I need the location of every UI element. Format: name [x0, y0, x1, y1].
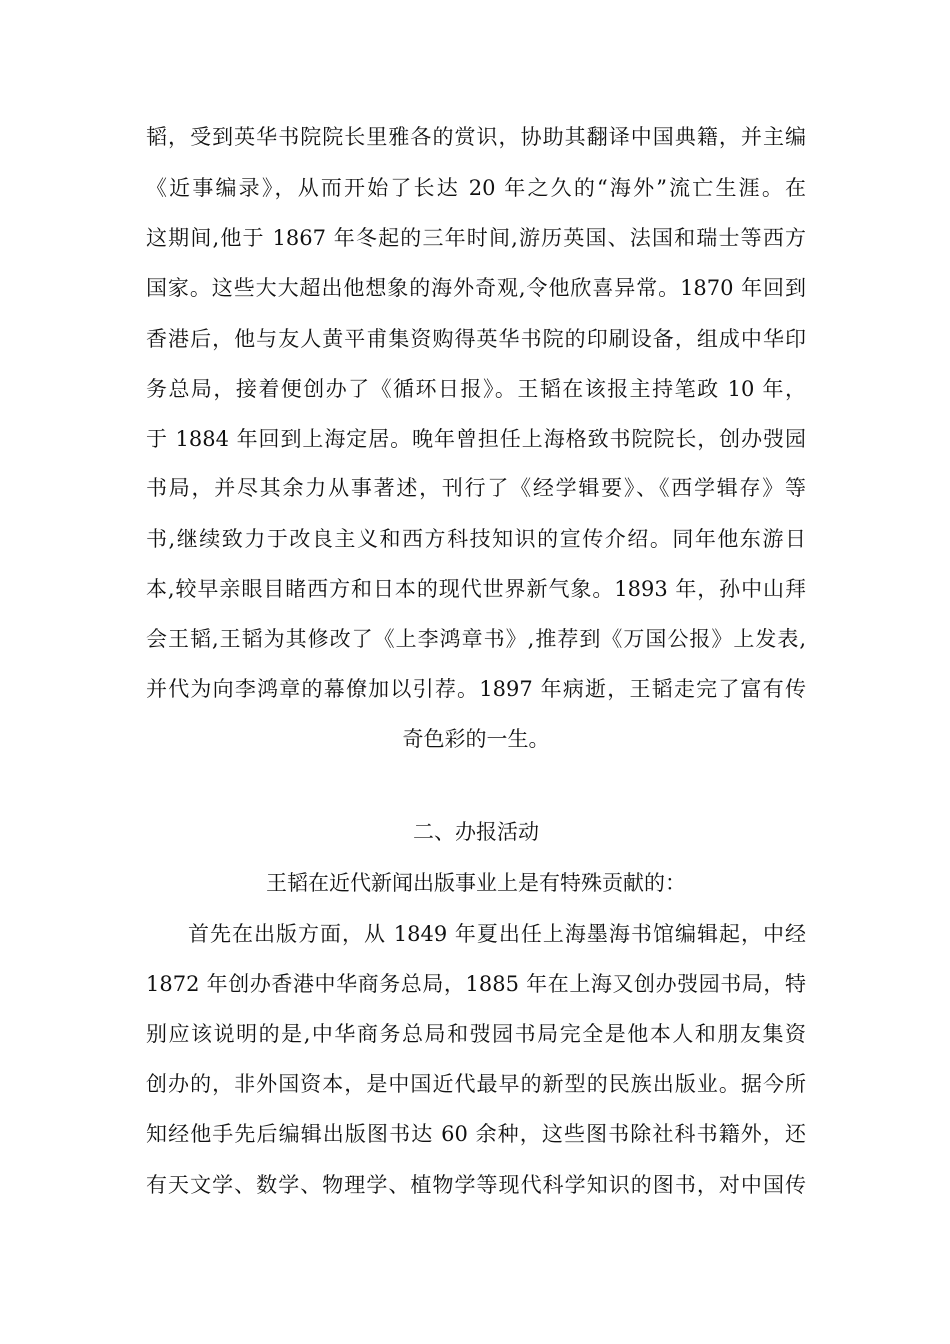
paragraph-1-line: 韬，受到英华书院院长里雅各的赏识，协助其翻译中国典籍，并主编	[146, 125, 806, 149]
section-intro: 王韬在近代新闻出版事业上是有特殊贡献的：	[266, 871, 686, 895]
paragraph-1-line: 于 1884 年回到上海定居。晚年曾担任上海格致书院院长，创办弢园	[146, 427, 806, 451]
paragraph-1-line: 本,较早亲眼目睹西方和日本的现代世界新气象。1893 年，孙中山拜	[146, 577, 806, 601]
paragraph-1-line: 书,继续致力于改良主义和西方科技知识的宣传介绍。同年他东游日	[146, 527, 806, 551]
paragraph-2-line: 1872 年创办香港中华商务总局，1885 年在上海又创办弢园书局，特	[146, 972, 806, 996]
paragraph-2-line: 有天文学、数学、物理学、植物学等现代科学知识的图书，对中国传	[146, 1173, 806, 1197]
paragraph-1-line: 书局，并尽其余力从事著述，刊行了《经学辑要》、《西学辑存》等	[146, 476, 806, 500]
paragraph-2-first-line: 首先在出版方面，从 1849 年夏出任上海墨海书馆编辑起，中经	[188, 922, 806, 946]
paragraph-1-line: 《近事编录》，从而开始了长达 20 年之久的“海外”流亡生涯。在	[146, 176, 806, 200]
paragraph-2-line: 知经他手先后编辑出版图书达 60 余种，这些图书除社科书籍外，还	[146, 1122, 806, 1146]
paragraph-1-line: 会王韬,王韬为其修改了《上李鸿章书》,推荐到《万国公报》上发表,	[146, 627, 806, 651]
paragraph-1-line: 这期间,他于 1867 年冬起的三年时间,游历英国、法国和瑞士等西方	[146, 226, 806, 250]
paragraph-1-line: 国家。这些大大超出他想象的海外奇观,令他欣喜异常。1870 年回到	[146, 276, 806, 300]
paragraph-2-line: 别应该说明的是,中华商务总局和弢园书局完全是他本人和朋友集资	[146, 1022, 806, 1046]
paragraph-1-line: 务总局，接着便创办了《循环日报》。王韬在该报主持笔政 10 年，	[146, 377, 806, 401]
paragraph-1-line: 香港后，他与友人黄平甫集资购得英华书院的印刷设备，组成中华印	[146, 327, 806, 351]
section-heading: 二、办报活动	[413, 820, 539, 844]
paragraph-2-line: 创办的，非外国资本，是中国近代最早的新型的民族出版业。据今所	[146, 1072, 806, 1096]
paragraph-1-line: 并代为向李鸿章的幕僚加以引荐。1897 年病逝，王韬走完了富有传	[146, 677, 806, 701]
paragraph-1-last-line: 奇色彩的一生。	[402, 727, 550, 751]
